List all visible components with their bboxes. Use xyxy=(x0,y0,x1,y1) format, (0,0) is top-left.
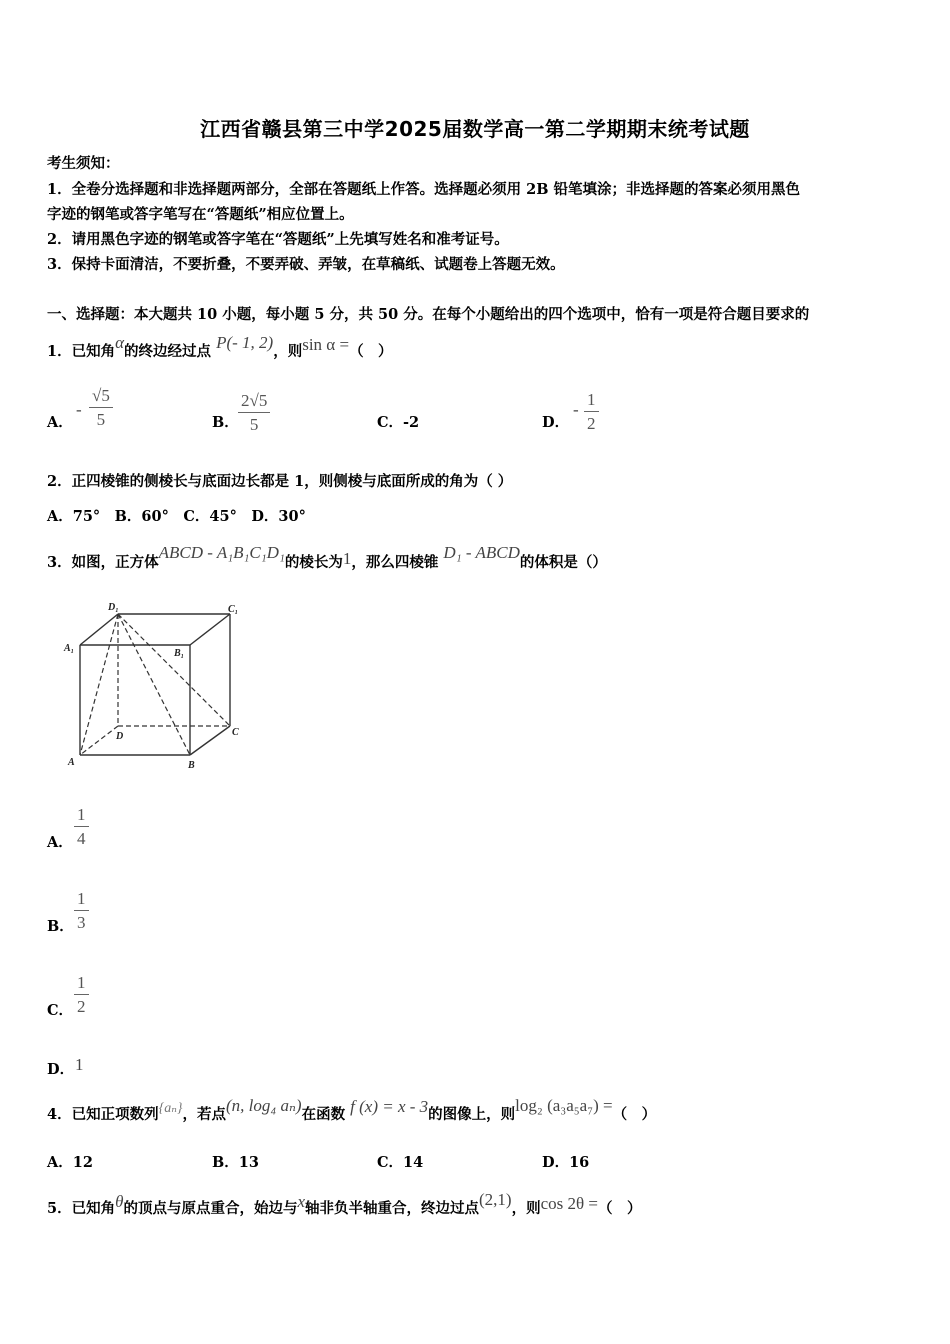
q4-option-d: D．16 xyxy=(542,1154,590,1171)
q3-option-c: C． xyxy=(47,1002,74,1019)
q4-function: f (x) = x - 3 xyxy=(350,1097,429,1116)
q1-text: 1．已知角 xyxy=(47,343,116,360)
label-d1: D₁ xyxy=(108,602,119,613)
question-3 xyxy=(47,543,607,572)
q5-text3: 轴非负半轴重合，终边过点 xyxy=(305,1200,479,1217)
section-heading: 一、选择题：本大题共 10 小题，每小题 5 分，共 50 分。在每个小题给出的四个选项中，恰有一项是符合题目要求的 xyxy=(47,306,810,323)
q1-option-d: D． xyxy=(542,414,570,431)
q1-option-d-sign: - xyxy=(573,400,579,419)
q4-text: 4．已知正项数列 xyxy=(47,1106,159,1123)
q4-text3: 在函数 xyxy=(301,1106,346,1123)
q3-option-d-value: 1 xyxy=(75,1055,84,1074)
label-a1: A₁ xyxy=(64,643,75,654)
q3-option-a: A． xyxy=(47,834,73,851)
notice-line-1: 1．全卷分选择题和非选择题两部分，全部在答题纸上作答。选择题必须用 2B 铅笔填涂；非选择题的答案必须用黑色 xyxy=(47,181,801,198)
q1-b-num: 2√5 xyxy=(238,390,270,413)
question-4 xyxy=(47,1096,657,1124)
q3-a-den: 4 xyxy=(77,829,86,848)
cube-figure xyxy=(60,598,250,774)
q3-text3: ，那么四棱锥 xyxy=(351,554,439,571)
q5-text5: （ ） xyxy=(597,1200,642,1217)
q3-option-a-fraction xyxy=(74,804,89,851)
q5-text: 5．已知角 xyxy=(47,1200,116,1217)
q1-option-a-sign: - xyxy=(76,400,82,419)
page-title: 江西省赣县第三中学2025届数学高一第二学期期末统考试题 xyxy=(200,117,750,141)
q1-option-a: A． xyxy=(47,414,73,431)
q2-options: A．75° B．60° C．45° D．30° xyxy=(47,508,306,525)
label-b: B xyxy=(188,760,195,771)
q3-option-b: B． xyxy=(47,918,74,935)
question-1 xyxy=(47,333,393,361)
q1-a-num: √5 xyxy=(89,385,113,408)
q1-b-den: 5 xyxy=(249,415,259,434)
question-5 xyxy=(47,1190,642,1218)
q4-option-b: B．13 xyxy=(212,1154,259,1171)
q4-expression: log₂ (a₃a₅a₇) = xyxy=(515,1096,613,1115)
q5-text4: ，则 xyxy=(511,1200,541,1217)
q4-point: (n, log₄ aₙ) xyxy=(225,1096,302,1115)
label-a: A xyxy=(68,757,75,768)
label-d: D xyxy=(116,731,124,742)
q4-text2: ，若点 xyxy=(182,1106,226,1123)
q1-option-a-fraction xyxy=(89,385,113,432)
q3-c-num: 1 xyxy=(74,972,89,995)
label-c: C xyxy=(232,727,239,738)
q3-a-num: 1 xyxy=(74,804,89,827)
q1-alpha: α xyxy=(115,333,125,352)
q1-d-den: 2 xyxy=(587,414,596,433)
q1-option-c: C．-2 xyxy=(377,414,420,431)
q1-option-b: B． xyxy=(212,414,239,431)
q1-text3: ，则 xyxy=(273,343,303,360)
q3-option-d: D． xyxy=(47,1061,75,1078)
q1-expr: sin α = xyxy=(302,335,350,354)
label-c1: C₁ xyxy=(228,604,239,615)
notice-line-3: 3．保持卡面清洁，不要折叠，不要弄破、弄皱，在草稿纸、试题卷上答题无效。 xyxy=(47,256,565,273)
q3-cube: ABCD - A₁B₁C₁D₁ xyxy=(158,543,285,562)
q3-text2: 的棱长为 xyxy=(284,554,343,571)
q5-expression: cos 2θ = xyxy=(540,1194,598,1213)
q3-b-den: 3 xyxy=(77,913,86,932)
q3-pyramid: D₁ - ABCD xyxy=(443,543,520,562)
q1-d-num: 1 xyxy=(584,389,599,412)
q4-text5: （ ） xyxy=(612,1106,657,1123)
q3-length: 1 xyxy=(342,549,352,568)
q3-text4: 的体积是（） xyxy=(519,554,607,571)
notice-heading: 考生须知： xyxy=(47,155,120,172)
q3-option-c-fraction xyxy=(74,972,89,1019)
question-2: 2．正四棱锥的侧棱长与底面边长都是 1，则侧棱与底面所成的角为（ ） xyxy=(47,473,513,490)
q4-sequence: {aₙ} xyxy=(158,1101,183,1116)
q4-option-c: C．14 xyxy=(377,1154,424,1171)
q1-option-b-fraction xyxy=(238,390,270,437)
q1-point: P(- 1, 2) xyxy=(216,333,274,352)
q1-option-d-fraction xyxy=(584,389,599,436)
q4-text4: 的图像上，则 xyxy=(428,1106,516,1123)
q1-text2: 的终边经过点 xyxy=(124,343,212,360)
q4-option-a: A．12 xyxy=(47,1154,93,1171)
q1-a-den: 5 xyxy=(96,410,106,429)
q3-b-num: 1 xyxy=(74,888,89,911)
q5-x: x xyxy=(297,1192,305,1211)
notice-line-1b: 字迹的钢笔或答字笔写在“答题纸”相应位置上。 xyxy=(47,206,354,223)
notice-line-2: 2．请用黑色字迹的钢笔或答字笔在“答题纸”上先填写姓名和准考证号。 xyxy=(47,231,509,248)
q3-option-b-fraction xyxy=(74,888,89,935)
q5-text2: 的顶点与原点重合，始边与 xyxy=(123,1200,298,1217)
q3-c-den: 2 xyxy=(77,997,86,1016)
q5-point: (2,1) xyxy=(479,1190,512,1209)
q3-text: 3．如图，正方体 xyxy=(47,554,159,571)
label-b1: B₁ xyxy=(174,648,185,659)
q5-theta: θ xyxy=(115,1192,124,1211)
q1-text4: （ ） xyxy=(349,343,393,360)
